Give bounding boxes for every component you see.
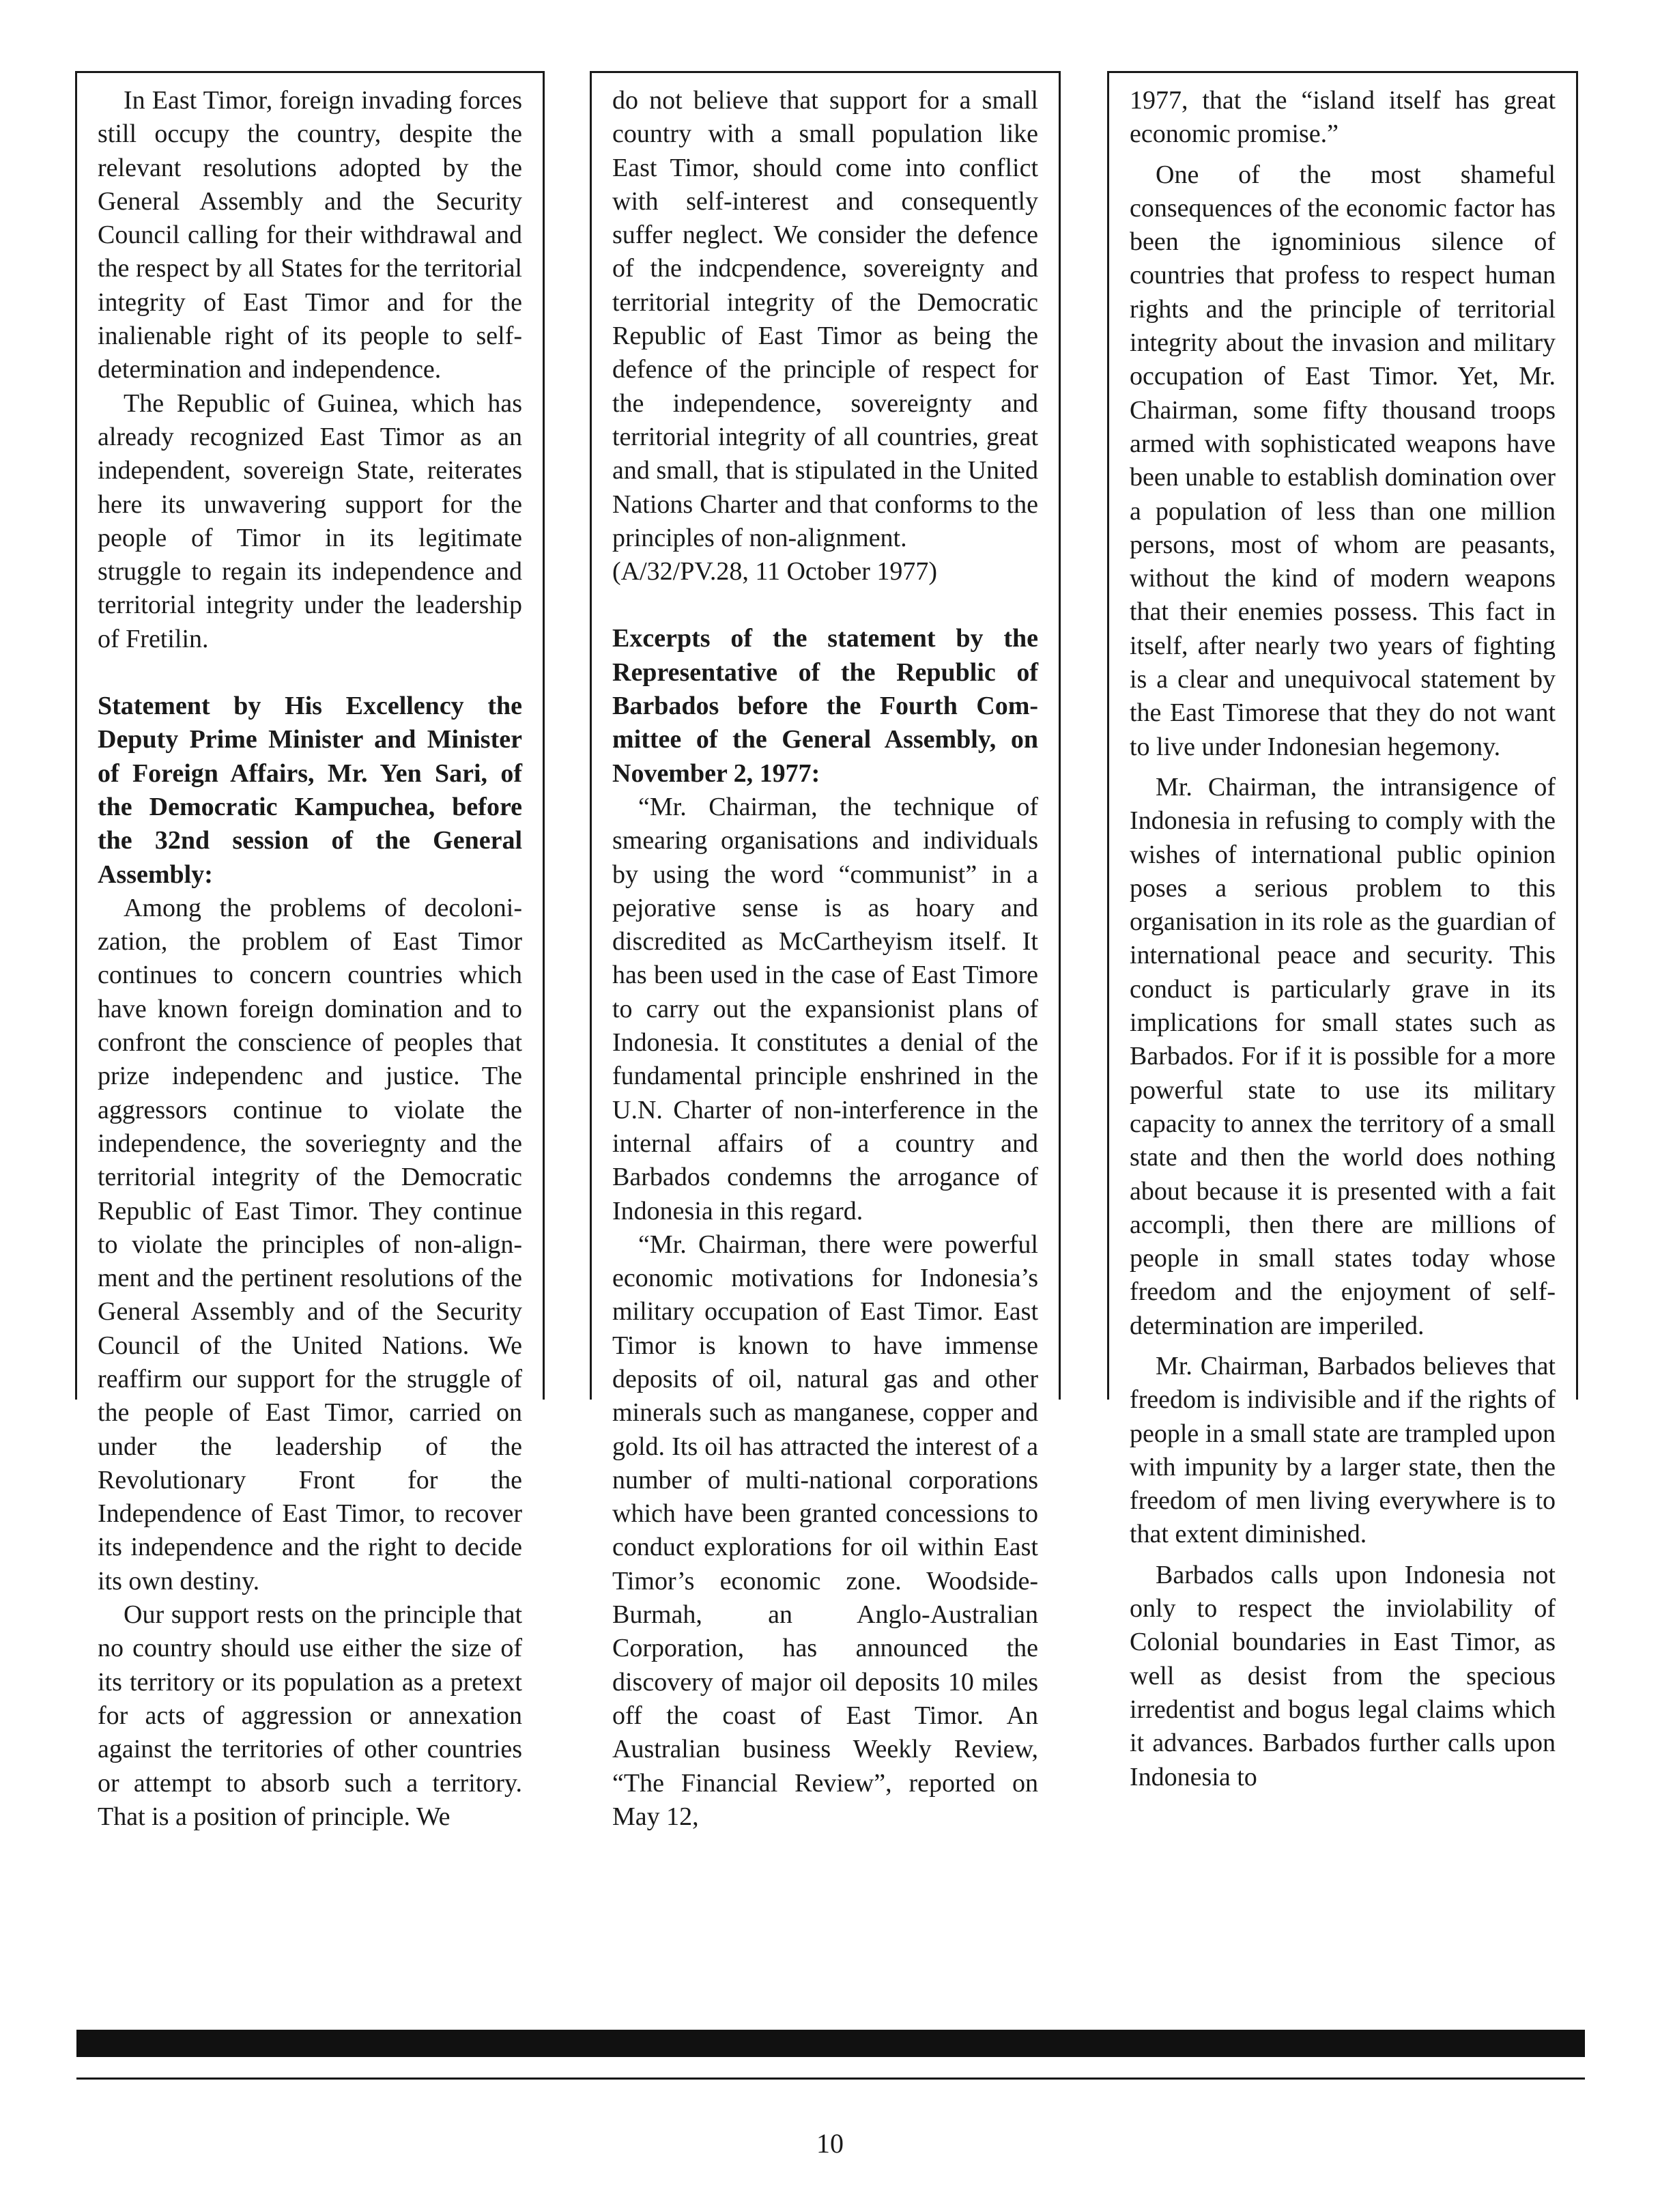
paragraph-shameful-consequences: One of the most shameful consequences of the economic factor has been the ignominious silence of countries that profess to respect human rights and the principle of territorial integrity about the invasion and military occupation of East Timor. Yet, Mr. Chairman, some fifty thousand troops armed with sophisticated weapons have been unable to establish domination over a population of less than one million persons, most of whom are peasants, without the kind of modern weapons that their enemies possess. This fact in itself, after nearly two years of fighting is a clear and unequivocal statement by the East Timorese that they do not want to live under Indonesian hegemony.: [1130, 160, 1556, 761]
footer-rule: [76, 2078, 1585, 2080]
paragraph-guinea-support: The Republic of Guinea, which has already recognized East Timor as an independent, sovereign State, reiterates here its unwavering support for the people of Timor in its legitimate struggle to regain its independence and territorial integrity under the leadership of Fretilin.: [98, 388, 522, 653]
footer-black-bar: [76, 2030, 1585, 2057]
paragraph-barbados-communist-smear: “Mr. Chairman, the technique of smearing organisations and individuals by using the word “communist” in a pejorative sense is as hoary and discredited as McCartheyism itself. It has been used in the case of East Timore to carry out the expansionist plans of Indonesia. It constitutes a denial of the fundamental principle enshrined in the U.N. Charter of non-interference in the internal affairs of a country and Barbados condemns the arrogance of Indonesia in this regard.: [612, 792, 1038, 1225]
page-number: 10: [816, 2128, 844, 2159]
heading-kampuchea-statement: Statement by His Excellency the Deputy Prime Minister and Minister of Foreign Affairs, Mr. Yen Sari, of the Democratic Kampuchea, before the 32nd session of the General Assembly:: [98, 692, 522, 889]
text-column-1: [75, 71, 545, 1831]
paragraph-barbados-calls-upon-indonesia: Barbados calls upon Indonesia not only to respect the inviolability of Colonial boundaries in East Timor, as well as desist from the specious irredentist and bogus legal claims which it advances. Barbados further calls upon Indonesia to: [1130, 1560, 1556, 1791]
text-column-3: [1107, 71, 1578, 1791]
paragraph-financial-review-quote: 1977, that the “island itself has great economic promise.”: [1130, 86, 1556, 149]
citation-un-record: (A/32/PV.28, 11 October 1977): [612, 557, 938, 586]
heading-barbados-statement: Excerpts of the statement by the Representative of the Republic of Barbados before the Fourth Committee of the General Assembly, on November 2, 1977:: [612, 624, 1038, 788]
paragraph-freedom-indivisible: Mr. Chairman, Barbados believes that freedom is indivisible and if the rights of people in a small state are trampled upon with impunity by a larger state, then the freedom of men living everywhere is to that extent diminished.: [1130, 1351, 1556, 1549]
paragraph-kampuchea-principle: Our support rests on the principle that no country should use either the size of its territory or its population as a pretext for acts of aggression or annexation against the territories of other countries or attempt to absorb such a territory. That is a position of principle. We: [98, 1600, 522, 1831]
paragraph-barbados-economic-motivations: “Mr. Chairman, there were powerful economic motivations for Indonesia’s military occupation of East Timor. East Timor is known to have immense deposits of oil, natural gas and other minerals such as manganese, copper and gold. Its oil has attracted the interest of a number of multi-national corporations which have been granted concessions to conduct explorations for oil within East Timor’s economic zone. Woodside-Burmah, an Anglo-Australian Corporation, has announced the discovery of major oil deposits 10 miles off the coast of East Timor. An Australian business Weekly Review, “The Financial Review”, reported on May 12,: [612, 1230, 1038, 1831]
text-column-2: [590, 71, 1061, 1831]
paragraph-indonesia-intransigence: Mr. Chairman, the intransigence of Indonesia in refusing to comply with the wishes of international public opinion poses a serious problem to this organisation in its role as the guardian of international peace and security. This conduct is particularly grave in its implications for small states such as Barbados. For if it is possible for a more powerful state to use its military capacity to annex the territory of a small state and then the world does nothing about because it is presented with a fait accompli, then there are millions of people in small states today whose freedom and the enjoyment of self-determination are imperiled.: [1130, 772, 1556, 1340]
paragraph-kampuchea-continued: do not believe that support for a small country with a small population like East Timor, should come into conflict with self-interest and consequently suffer neglect. We consider the defence of the indcpendence, sovereignty and territorial integrity of the Democratic Republic of East Timor as being the defence of the principle of respect for the independence, sovereignty and territorial integrity of all countries, great and small, that is stipulated in the United Nations Charter and that conforms to the principles of non-alignment.: [612, 86, 1038, 552]
paragraph-kampuchea-decolonization: Among the problems of decolonization, the problem of East Timor continues to concern countries which have known foreign domination and to confront the conscience of peoples that prize independenc and justice. The aggressors continue to violate the independence, the soveriegnty and the territorial integrity of the Democratic Republic of East Timor. They continue to violate the principles of non-alignment and the pertinent resolutions of the General Assembly and of the Security Council of the United Nations. We reaffirm our support for the struggle of the people of East Timor, carried on under the leadership of the Revolutionary Front for the Independence of East Timor, to recover its independence and the right to decide its own destiny.: [98, 893, 522, 1596]
paragraph-guinea-east-timor-occupation: In East Timor, foreign invading forces still occupy the country, despite the relevant resolutions adopted by the General Assembly and the Security Council calling for their withdrawal and the respect by all States for the territorial integrity of East Timor and for the inalienable right of its people to self-determination and independence.: [98, 86, 522, 384]
